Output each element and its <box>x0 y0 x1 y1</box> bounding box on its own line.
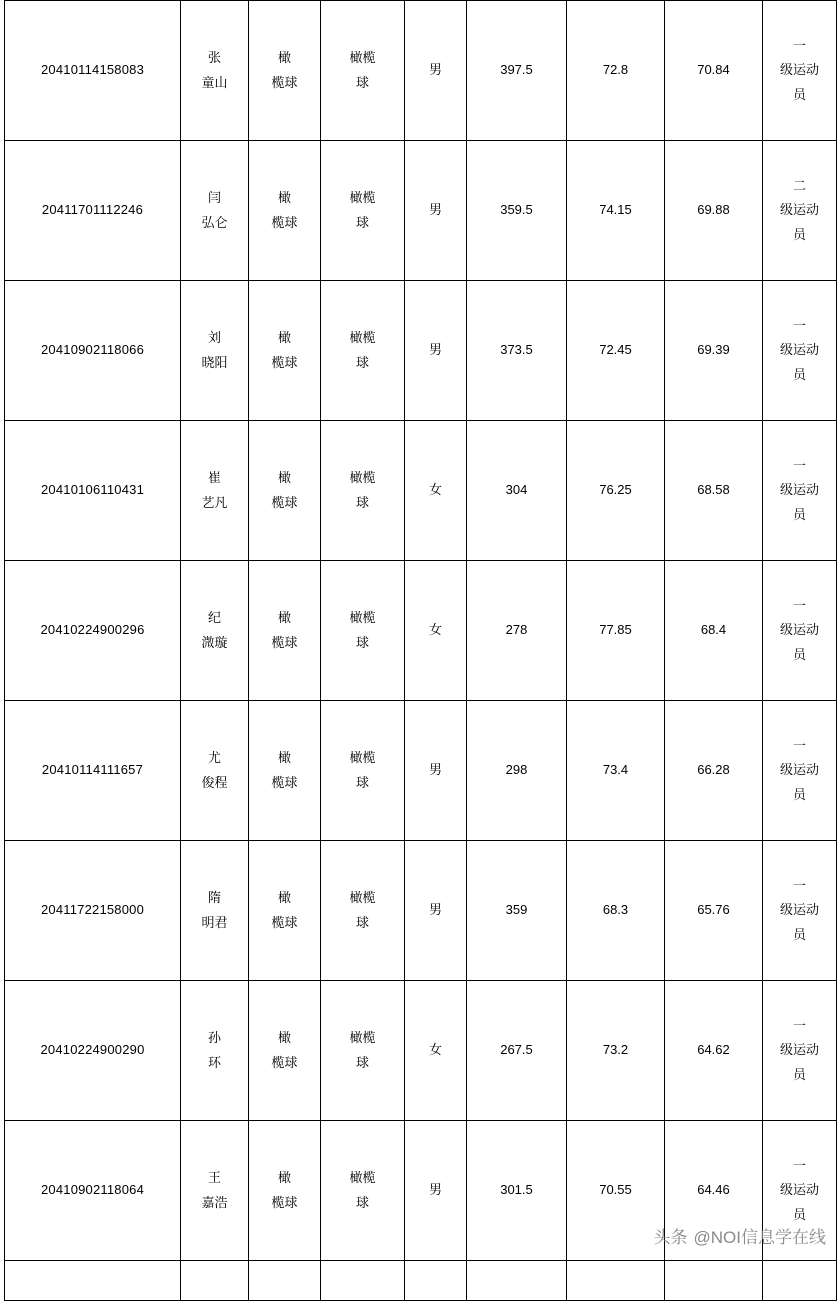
level-line: 一 <box>792 1158 806 1174</box>
event-line: 橄榄 <box>349 190 376 206</box>
event-line: 橄榄 <box>349 750 376 766</box>
watermark-text: @NOI信息学在线 <box>693 1228 826 1247</box>
cell-sex: 女 <box>405 421 467 561</box>
cell-level <box>763 1 837 141</box>
project-line: 橄 <box>277 190 291 206</box>
cell-event <box>321 1 405 141</box>
cell-event <box>321 421 405 561</box>
cell-score2: 73.2 <box>567 981 665 1121</box>
project-line: 橄 <box>277 50 291 66</box>
cell-name <box>181 1 249 141</box>
cell-project <box>249 701 321 841</box>
project-line: 橄 <box>277 1170 291 1186</box>
cell-level <box>763 141 837 281</box>
cell-id: 20410106110431 <box>5 421 181 561</box>
cell-sex: 男 <box>405 141 467 281</box>
cell-name <box>181 841 249 981</box>
cell-score2: 73.4 <box>567 701 665 841</box>
project-line: 橄 <box>277 330 291 346</box>
cell-sex: 男 <box>405 281 467 421</box>
project-line: 橄 <box>277 1030 291 1046</box>
table-body <box>5 1 837 1301</box>
event-line: 球 <box>355 1054 369 1070</box>
level-line: 级运动 <box>779 622 819 638</box>
event-line: 球 <box>355 634 369 650</box>
cell-project <box>249 421 321 561</box>
cell-name <box>181 701 249 841</box>
event-line: 球 <box>355 494 369 510</box>
level-line: 级运动 <box>779 1042 819 1058</box>
cell-score2: 68.3 <box>567 841 665 981</box>
level-line: 一 <box>792 1018 806 1034</box>
cell-sex: 女 <box>405 981 467 1121</box>
cell-project <box>249 281 321 421</box>
project-line: 榄球 <box>271 354 298 370</box>
cell-event <box>321 561 405 701</box>
name-line: 纪 <box>207 610 221 626</box>
cell-score1: 267.5 <box>467 981 567 1121</box>
event-line: 橄榄 <box>349 1030 376 1046</box>
cell-score3 <box>665 1261 763 1301</box>
level-line: 级运动 <box>779 1182 819 1198</box>
event-line: 橄榄 <box>349 610 376 626</box>
event-line: 球 <box>355 774 369 790</box>
table-row <box>5 141 837 281</box>
cell-name <box>181 281 249 421</box>
cell-event <box>321 841 405 981</box>
cell-id: 20410224900296 <box>5 561 181 701</box>
cell-score3: 69.88 <box>665 141 763 281</box>
project-line: 橄 <box>277 610 291 626</box>
event-line: 橄榄 <box>349 50 376 66</box>
cell-level <box>763 1261 837 1301</box>
table-row <box>5 281 837 421</box>
table-row-partial <box>5 1261 837 1301</box>
cell-score1: 373.5 <box>467 281 567 421</box>
cell-event <box>321 1261 405 1301</box>
cell-score2: 72.45 <box>567 281 665 421</box>
cell-score1: 301.5 <box>467 1121 567 1261</box>
level-line: 员 <box>792 226 806 242</box>
cell-score3: 64.46 <box>665 1121 763 1261</box>
toutiao-logo-icon: 头条 <box>653 1228 688 1247</box>
level-line: 员 <box>792 1206 806 1222</box>
level-line: 级运动 <box>779 342 819 358</box>
cell-sex <box>405 1261 467 1301</box>
cell-level <box>763 561 837 701</box>
table-row <box>5 421 837 561</box>
event-line: 球 <box>355 74 369 90</box>
cell-event <box>321 141 405 281</box>
event-line: 橄榄 <box>349 1170 376 1186</box>
level-line: 级运动 <box>779 482 819 498</box>
cell-project <box>249 561 321 701</box>
level-line: 员 <box>792 86 806 102</box>
table-row <box>5 561 837 701</box>
project-line: 榄球 <box>271 914 298 930</box>
cell-id: 20410902118064 <box>5 1121 181 1261</box>
event-line: 橄榄 <box>349 890 376 906</box>
level-line: 级运动 <box>779 202 819 218</box>
cell-score1: 359 <box>467 841 567 981</box>
level-line: 一 <box>792 878 806 894</box>
cell-score1 <box>467 1261 567 1301</box>
level-line: 员 <box>792 366 806 382</box>
cell-project <box>249 1261 321 1301</box>
cell-id: 20411722158000 <box>5 841 181 981</box>
cell-score3: 69.39 <box>665 281 763 421</box>
level-line: 一 <box>792 598 806 614</box>
project-line: 榄球 <box>271 634 298 650</box>
cell-project <box>249 981 321 1121</box>
cell-score2 <box>567 1261 665 1301</box>
cell-name <box>181 1261 249 1301</box>
cell-id: 20411701112246 <box>5 141 181 281</box>
level-line: 一 <box>792 458 806 474</box>
cell-level <box>763 701 837 841</box>
name-line: 尤 <box>207 750 221 766</box>
cell-id: 20410114111657 <box>5 701 181 841</box>
event-line: 球 <box>355 914 369 930</box>
project-line: 榄球 <box>271 494 298 510</box>
cell-event <box>321 981 405 1121</box>
project-line: 橄 <box>277 890 291 906</box>
project-line: 榄球 <box>271 214 298 230</box>
cell-project <box>249 1121 321 1261</box>
level-line: 二 <box>792 178 806 194</box>
cell-event <box>321 1121 405 1261</box>
cell-name <box>181 981 249 1121</box>
name-line: 崔 <box>207 470 221 486</box>
cell-score3: 64.62 <box>665 981 763 1121</box>
event-line: 球 <box>355 354 369 370</box>
level-line: 级运动 <box>779 62 819 78</box>
cell-score3: 66.28 <box>665 701 763 841</box>
level-line: 员 <box>792 506 806 522</box>
event-line: 橄榄 <box>349 470 376 486</box>
name-line: 孙 <box>207 1030 221 1046</box>
cell-score2: 77.85 <box>567 561 665 701</box>
cell-score2: 74.15 <box>567 141 665 281</box>
cell-sex: 男 <box>405 701 467 841</box>
project-line: 橄 <box>277 750 291 766</box>
event-line: 球 <box>355 214 369 230</box>
name-line: 张 <box>207 50 221 66</box>
level-line: 员 <box>792 926 806 942</box>
table-row <box>5 701 837 841</box>
cell-sex: 男 <box>405 1 467 141</box>
cell-event <box>321 281 405 421</box>
name-line: 溦璇 <box>201 634 228 650</box>
cell-score1: 278 <box>467 561 567 701</box>
cell-score2: 70.55 <box>567 1121 665 1261</box>
cell-score3: 70.84 <box>665 1 763 141</box>
cell-score1: 359.5 <box>467 141 567 281</box>
name-line: 俊程 <box>201 774 228 790</box>
watermark <box>654 1223 826 1248</box>
cell-name <box>181 141 249 281</box>
cell-level <box>763 281 837 421</box>
cell-id: 20410114158083 <box>5 1 181 141</box>
cell-name <box>181 1121 249 1261</box>
project-line: 榄球 <box>271 774 298 790</box>
project-line: 榄球 <box>271 1054 298 1070</box>
cell-sex: 女 <box>405 561 467 701</box>
cell-name <box>181 561 249 701</box>
event-line: 球 <box>355 1194 369 1210</box>
name-line: 王 <box>207 1170 221 1186</box>
cell-level <box>763 981 837 1121</box>
level-line: 级运动 <box>779 902 819 918</box>
cell-score3: 68.58 <box>665 421 763 561</box>
level-line: 一 <box>792 318 806 334</box>
cell-score3: 65.76 <box>665 841 763 981</box>
event-line: 橄榄 <box>349 330 376 346</box>
table-row <box>5 981 837 1121</box>
name-line: 嘉浩 <box>201 1194 228 1210</box>
cell-project <box>249 841 321 981</box>
name-line: 童山 <box>201 74 228 90</box>
table-row <box>5 1 837 141</box>
name-line: 弘仑 <box>201 214 228 230</box>
cell-score1: 304 <box>467 421 567 561</box>
cell-name <box>181 421 249 561</box>
level-line: 员 <box>792 1066 806 1082</box>
cell-id <box>5 1261 181 1301</box>
table-row <box>5 841 837 981</box>
project-line: 榄球 <box>271 1194 298 1210</box>
project-line: 榄球 <box>271 74 298 90</box>
cell-project <box>249 141 321 281</box>
cell-score1: 298 <box>467 701 567 841</box>
name-line: 隋 <box>207 890 221 906</box>
level-line: 员 <box>792 786 806 802</box>
name-line: 晓阳 <box>201 354 228 370</box>
level-line: 级运动 <box>779 762 819 778</box>
cell-score1: 397.5 <box>467 1 567 141</box>
name-line: 明君 <box>201 914 228 930</box>
athlete-score-table <box>4 0 837 1301</box>
cell-level <box>763 841 837 981</box>
level-line: 员 <box>792 646 806 662</box>
name-line: 刘 <box>207 330 221 346</box>
cell-event <box>321 701 405 841</box>
name-line: 环 <box>207 1054 221 1070</box>
level-line: 一 <box>792 738 806 754</box>
cell-score2: 76.25 <box>567 421 665 561</box>
project-line: 橄 <box>277 470 291 486</box>
cell-level <box>763 421 837 561</box>
cell-id: 20410224900290 <box>5 981 181 1121</box>
cell-sex: 男 <box>405 1121 467 1261</box>
cell-id: 20410902118066 <box>5 281 181 421</box>
name-line: 艺凡 <box>201 494 228 510</box>
cell-project <box>249 1 321 141</box>
name-line: 闫 <box>207 190 221 206</box>
cell-score3: 68.4 <box>665 561 763 701</box>
cell-sex: 男 <box>405 841 467 981</box>
level-line: 一 <box>792 38 806 54</box>
cell-score2: 72.8 <box>567 1 665 141</box>
